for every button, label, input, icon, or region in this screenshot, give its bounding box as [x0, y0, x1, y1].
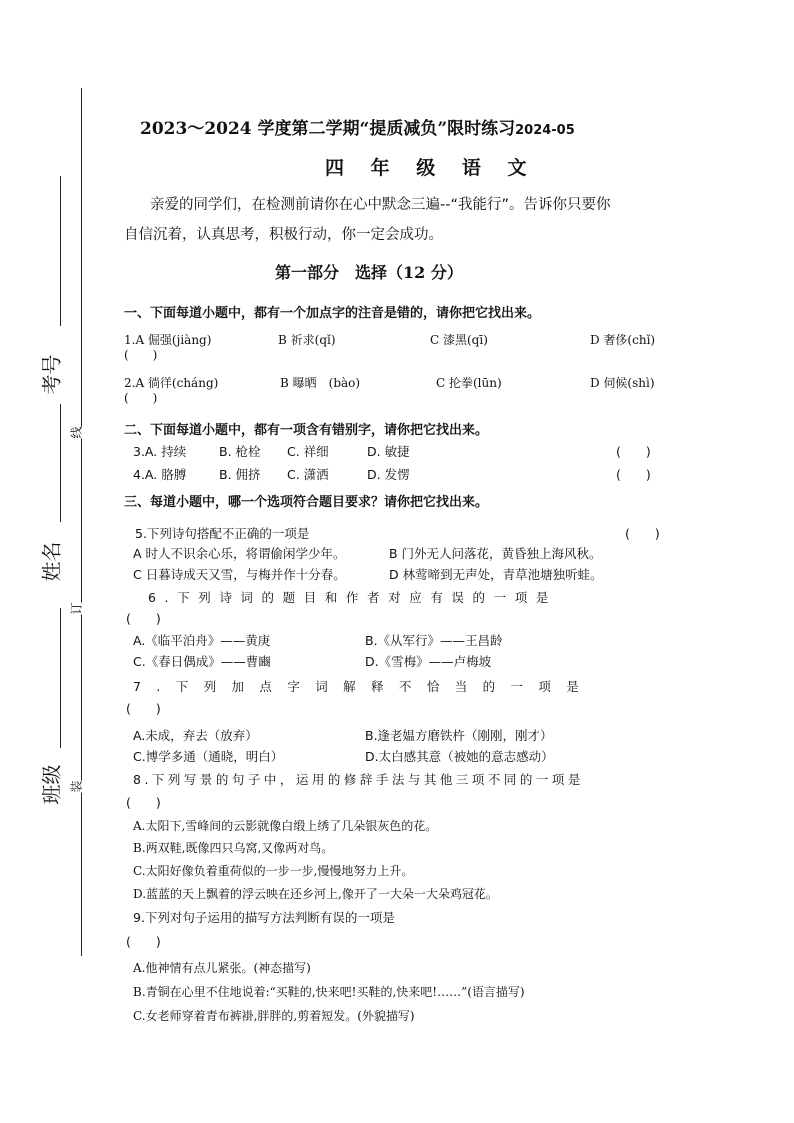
q2-option-d: D 伺候(shì) [590, 376, 655, 390]
q2-option-b: B 曝晒 (bào) [280, 376, 361, 390]
q1-answer-paren[interactable]: ( ) [124, 348, 158, 362]
q7-option-c: C.博学多通（通晓，明白） [133, 749, 284, 764]
q1-option-d: D 奢侈(chǐ) [590, 333, 656, 347]
q6-option-b: B.《从军行》——王昌龄 [365, 633, 503, 648]
bind-order-char: 订 [69, 602, 84, 615]
q2-option-a: 2.A 徜徉(cháng) [124, 376, 219, 390]
q4-option-b: B. 佣挤 [219, 467, 261, 482]
exam-title-text: 2023～2024 学度第二学期“提质减负”限时练习 [140, 119, 516, 139]
name-underline [60, 404, 62, 522]
q8-answer-paren[interactable]: ( ) [126, 795, 161, 810]
q6-option-a: A.《临平泊舟》——黄庚 [133, 633, 271, 648]
q5-answer-paren[interactable]: ( ) [625, 526, 660, 541]
name-label: 姓名 [39, 541, 64, 582]
q5-option-d: D 林莺啼到无声处，青草池塘独听蛙。 [389, 567, 603, 582]
q6-answer-paren[interactable]: ( ) [126, 611, 161, 626]
q9-stem: 9.下列对句子运用的描写方法判断有误的一项是 [133, 910, 395, 925]
q7-option-a: A.未成，弃去（放弃） [133, 728, 258, 743]
q7-stem: 7.下列加点字词解释不恰当的一项是 [133, 679, 595, 694]
exam-date: 2024-05 [515, 123, 575, 138]
bind-fold-char: 装 [69, 780, 84, 793]
q1-option-b: B 祈求(qǐ) [278, 333, 336, 347]
q7-option-b: B.逢老媪方磨铁杵（刚刚，刚才） [365, 728, 553, 743]
q9-option-c: C.女老师穿着青布裤褂,胖胖的,剪着短发。(外貌描写) [133, 1009, 415, 1023]
q7-option-d: D.太白感其意（被她的意志感动） [365, 749, 554, 764]
q4-option-d: D. 发愣 [367, 467, 410, 482]
q7-answer-paren[interactable]: ( ) [126, 701, 161, 716]
q4-option-c: C. 潇洒 [287, 467, 329, 482]
q3-option-d: D. 敏捷 [367, 444, 410, 459]
q5-option-c: C 日暮诗成天又雪，与梅并作十分春。 [133, 567, 346, 582]
exam-no-underline [60, 176, 62, 326]
exam-subtitle: 四 年 级 语 文 [325, 157, 537, 179]
q6-stem: 6.下列诗词的题目和作者对应有误的一项是 [148, 590, 557, 605]
q2-option-c: C 抡拳(lūn) [436, 376, 502, 390]
q5-stem: 5.下列诗句搭配不正确的一项是 [135, 526, 310, 541]
q3-option-a: 3.A. 持续 [133, 444, 187, 459]
q8-option-a: A.太阳下,雪峰间的云影就像白缎上绣了几朵银灰色的花。 [133, 819, 438, 833]
q8-option-b: B.两双鞋,既像四只乌窝,又像两对鸟。 [133, 841, 334, 855]
q8-option-c: C.太阳好像负着重荷似的一步一步,慢慢地努力上升。 [133, 864, 414, 878]
q6-option-d: D.《雪梅》——卢梅坡 [365, 654, 492, 669]
q5-option-a: A 时人不识余心乐，将谓偷闲学少年。 [133, 546, 346, 561]
q1-option-c: C 漆黑(qī) [430, 333, 488, 347]
q3-answer-paren[interactable]: ( ) [616, 444, 651, 459]
section2-heading: 二、下面每道小题中，都有一项含有错别字，请你把它找出来。 [124, 423, 489, 438]
q2-answer-paren[interactable]: ( ) [124, 391, 158, 405]
intro-line-1: 亲爱的同学们，在检测前请你在心中默念三遍--“我能行”。告诉你只要你 [150, 197, 611, 213]
q8-option-d: D.蓝蓝的天上飘着的浮云映在还乡河上,像开了一大朵一大朵鸡冠花。 [133, 887, 498, 901]
exam-no-label: 考号 [39, 354, 64, 395]
intro-line-2: 自信沉着，认真思考，积极行动，你一定会成功。 [124, 227, 443, 243]
bind-line-char: 线 [69, 426, 84, 439]
q9-option-a: A.他神情有点儿紧张。(神态描写) [133, 961, 311, 975]
q9-option-b: B.青铜在心里不住地说着:“买鞋的,快来吧!买鞋的,快来吧!……”(语言描写) [133, 985, 525, 999]
section3-heading: 三、每道小题中，哪一个选项符合题目要求？请你把它找出来。 [124, 495, 489, 510]
q1-option-a: 1.A 倔强(jiàng) [124, 333, 212, 347]
q8-stem: 8.下列写景的句子中，运用的修辞手法与其他三项不同的一项是 [133, 772, 584, 787]
q4-answer-paren[interactable]: ( ) [616, 467, 651, 482]
q9-answer-paren[interactable]: ( ) [126, 934, 161, 949]
part1-title: 第一部分 选择（12 分） [275, 263, 463, 282]
exam-title [140, 114, 575, 139]
class-label: 班级 [39, 764, 64, 805]
q5-option-b: B 门外无人问落花，黄昏独上海风秋。 [389, 546, 602, 561]
q3-option-b: B. 枪栓 [219, 444, 261, 459]
q4-option-a: 4.A. 胳膊 [133, 467, 187, 482]
binding-line [81, 88, 82, 956]
q3-option-c: C. 祥细 [287, 444, 329, 459]
class-underline [60, 608, 62, 748]
section1-heading: 一、下面每道小题中，都有一个加点字的注音是错的，请你把它找出来。 [124, 306, 541, 321]
q6-option-c: C.《春日偶成》——曹豳 [133, 654, 271, 669]
